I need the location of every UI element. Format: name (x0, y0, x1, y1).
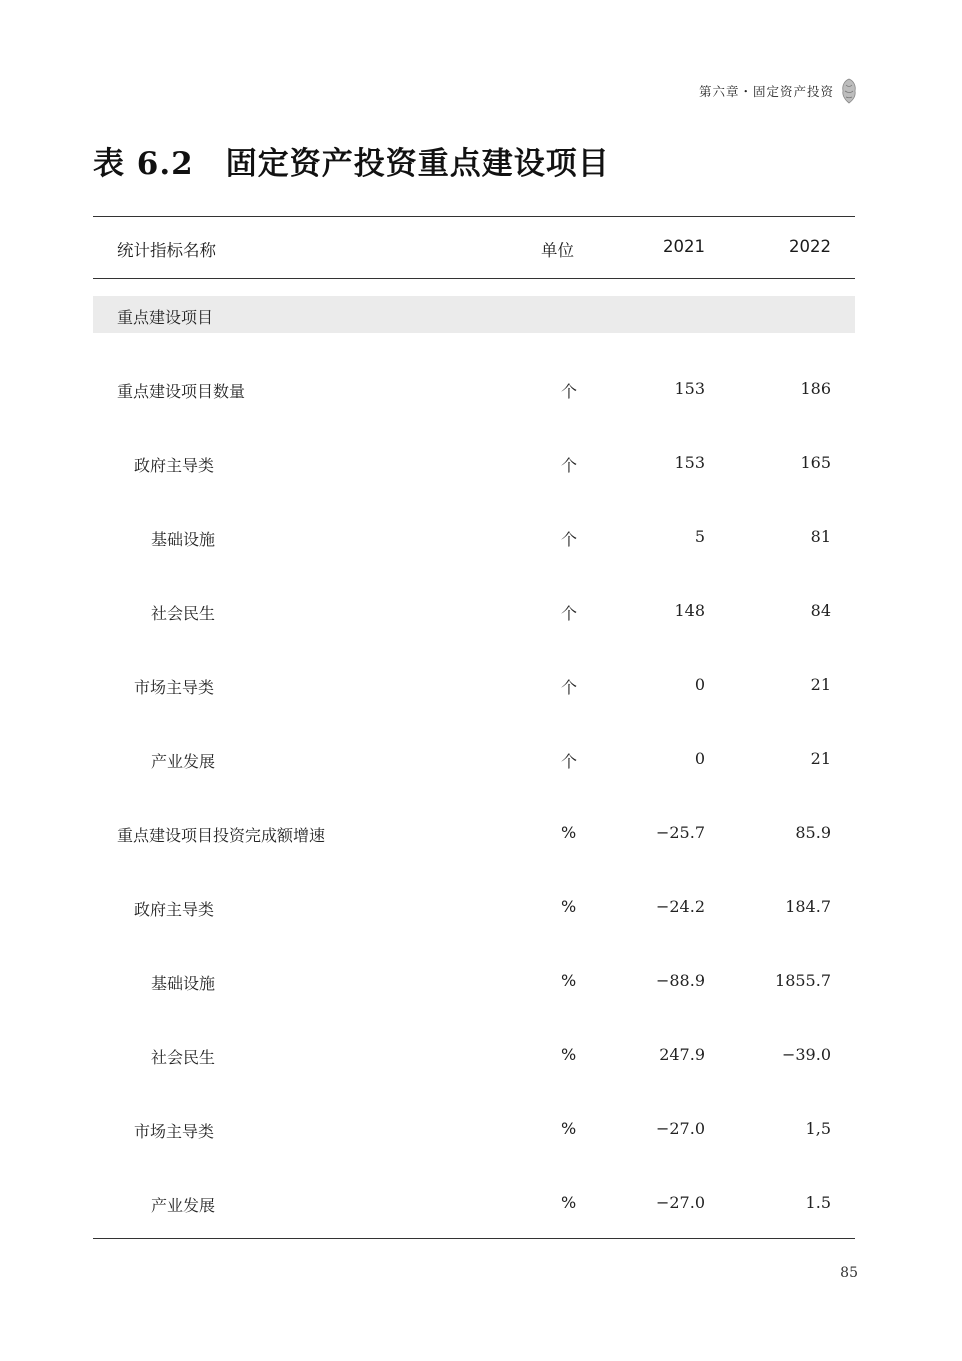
row-value-2021: −25.7 (655, 823, 705, 842)
row-value-2021: 0 (694, 749, 705, 768)
row-value-2021: −27.0 (655, 1119, 705, 1138)
row-value-2021: 5 (694, 527, 705, 546)
row-unit: 个 (561, 604, 578, 623)
row-unit: % (561, 971, 577, 990)
page-title (93, 138, 610, 183)
row-value-2021: −27.0 (655, 1193, 705, 1212)
table-row (93, 1018, 855, 1092)
column-header-2022: 2022 (789, 237, 831, 256)
table-header-rule (93, 278, 855, 279)
row-name: 基础设施 (151, 974, 216, 993)
table-row (93, 426, 855, 500)
section-band (93, 296, 855, 333)
row-unit: 个 (561, 456, 578, 475)
row-name: 重点建设项目数量 (117, 382, 246, 401)
row-value-2022: −39.0 (781, 1045, 831, 1064)
row-value-2022: 186 (800, 379, 831, 398)
row-value-2022: 165 (800, 453, 831, 472)
chapter-header-text: 第六章・固定资产投资 (698, 84, 834, 99)
row-value-2022: 84 (810, 601, 831, 620)
row-value-2021: −24.2 (655, 897, 705, 916)
row-value-2022: 1.5 (805, 1193, 831, 1212)
row-value-2021: 153 (674, 379, 705, 398)
row-value-2022: 81 (810, 527, 831, 546)
section-label: 重点建设项目 (117, 308, 214, 327)
table-row (93, 1166, 855, 1240)
row-value-2021: 148 (674, 601, 705, 620)
row-unit: % (561, 1045, 577, 1064)
row-value-2022: 21 (810, 749, 831, 768)
table-row (93, 648, 855, 722)
row-value-2021: 0 (694, 675, 705, 694)
column-header-2021: 2021 (663, 237, 705, 256)
row-unit: 个 (561, 530, 578, 549)
table-bottom-rule (93, 1238, 855, 1239)
row-value-2022: 21 (810, 675, 831, 694)
row-unit: % (561, 1119, 577, 1138)
row-value-2022: 85.9 (795, 823, 831, 842)
row-unit: % (561, 1193, 577, 1212)
row-name: 政府主导类 (134, 456, 215, 475)
table-header-row (93, 216, 855, 278)
row-name: 产业发展 (151, 1196, 216, 1215)
table-row (93, 722, 855, 796)
row-name: 政府主导类 (134, 900, 215, 919)
table-row (93, 352, 855, 426)
table-row (93, 870, 855, 944)
row-value-2021: −88.9 (655, 971, 705, 990)
row-name: 产业发展 (151, 752, 216, 771)
table-row (93, 500, 855, 574)
row-name: 重点建设项目投资完成额增速 (117, 826, 326, 845)
table-body (93, 352, 855, 1240)
running-header (699, 78, 858, 104)
column-header-name: 统计指标名称 (117, 241, 216, 260)
row-name: 社会民生 (151, 604, 216, 623)
row-name: 社会民生 (151, 1048, 216, 1067)
row-value-2022: 1,5 (805, 1119, 831, 1138)
row-unit: 个 (561, 752, 578, 771)
page-number: 85 (840, 1265, 858, 1281)
row-unit: 个 (561, 678, 578, 697)
row-name: 市场主导类 (134, 1122, 215, 1141)
row-unit: 个 (561, 382, 578, 401)
table-row (93, 796, 855, 870)
row-value-2021: 153 (674, 453, 705, 472)
table-title-text: 固定资产投资重点建设项目 (225, 146, 610, 182)
row-unit: % (561, 823, 577, 842)
row-unit: % (561, 897, 577, 916)
chapter-emblem-icon (840, 78, 858, 104)
table-number: 表 6.2 (93, 146, 194, 182)
table-row (93, 1092, 855, 1166)
row-name: 市场主导类 (134, 678, 215, 697)
row-value-2021: 247.9 (659, 1045, 705, 1064)
table-row (93, 574, 855, 648)
column-header-unit: 单位 (541, 241, 574, 260)
row-value-2022: 184.7 (785, 897, 831, 916)
table-row (93, 944, 855, 1018)
row-name: 基础设施 (151, 530, 216, 549)
row-value-2022: 1855.7 (775, 971, 831, 990)
